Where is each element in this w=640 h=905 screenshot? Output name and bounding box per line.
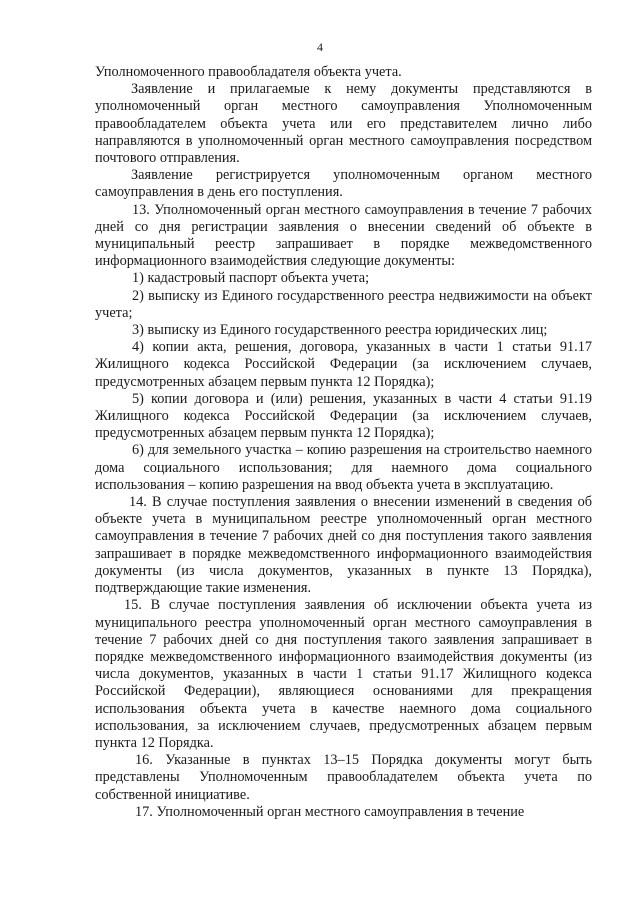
document-body <box>95 64 592 821</box>
list-item-cadastral-passport: 1) кадастровый паспорт объекта учета; <box>132 270 370 287</box>
list-item-real-estate-extract: 2) выписку из Единого государственного реестра недвижимости на объект учета; <box>95 287 592 321</box>
list-item-legal-entities-extract: 3) выписку из Единого государственного реестра юридических лиц; <box>132 322 548 339</box>
paragraph-item-14: 14. В случае поступления заявления о внесении изменений в сведения об объекте учета в муниципальном реестре уполномоченный орган местного самоуправления в течение 7 рабочих дней со дня поступления такого заявления запрашивает в порядке межведомственного информационного взаимодействия документы (из числа документов, указанных в пункте 13 Порядка), подтверждающие такие изменения. <box>95 494 592 597</box>
paragraph-submission-method: Заявление и прилагаемые к нему документы представляются в уполномоченный орган местного самоуправления Уполномоченным правообладателем объекта учета или его представителем лично либо направляются в уполномоченный орган местного самоуправления посредством почтового отправления. <box>95 81 592 167</box>
paragraph-registration: Заявление регистрируется уполномоченным органом местного самоуправления в день его поступления. <box>95 167 592 201</box>
list-item-act-copies: 4) копии акта, решения, договора, указанных в части 1 статьи 91.17 Жилищного кодекса Российской Федерации (за исключением случаев, предусмотренных абзацем первым пункта 12 Порядка); <box>95 339 592 390</box>
paragraph-continuation: Уполномоченного правообладателя объекта учета. <box>95 64 402 80</box>
paragraph-item-16: 16. Указанные в пунктах 13–15 Порядка документы могут быть представлены Уполномоченным правообладателем объекта учета по собственной инициативе. <box>95 752 592 803</box>
page-number: 4 <box>317 40 323 54</box>
paragraph-item-15: 15. В случае поступления заявления об исключении объекта учета из муниципального реестра уполномоченный орган местного самоуправления в течение 7 рабочих дней со дня поступления такого заявления запрашивает в порядке межведомственного информационного взаимодействия документы (из числа документов, указанных в части 1 статьи 91.17 Жилищного кодекса Российской Федерации), являющиеся основаниями для прекращения использования объекта учета в качестве наемного дома социального использования, за исключением случаев, предусмотренных абзацем первым пункта 12 Порядка. <box>95 597 592 751</box>
paragraph-item-13: 13. Уполномоченный орган местного самоуправления в течение 7 рабочих дней со дня регистрации заявления о внесении сведений об объекте в муниципальный реестр запрашивает в порядке межведомственного информационного взаимодействия следующие документы: <box>95 201 592 270</box>
list-item-contract-copies: 5) копии договора и (или) решения, указанных в части 4 статьи 91.19 Жилищного кодекса Российской Федерации (за исключением случаев, предусмотренных абзацем первым пункта 12 Порядка); <box>95 390 592 442</box>
list-item-permit-copies: 6) для земельного участка – копию разрешения на строительство наемного дома социального использования; для наемного дома социального использования – копию разрешения на ввод объекта учета в эксплуатацию. <box>95 442 592 493</box>
paragraph-item-17: 17. Уполномоченный орган местного самоуправления в течение <box>135 803 525 820</box>
